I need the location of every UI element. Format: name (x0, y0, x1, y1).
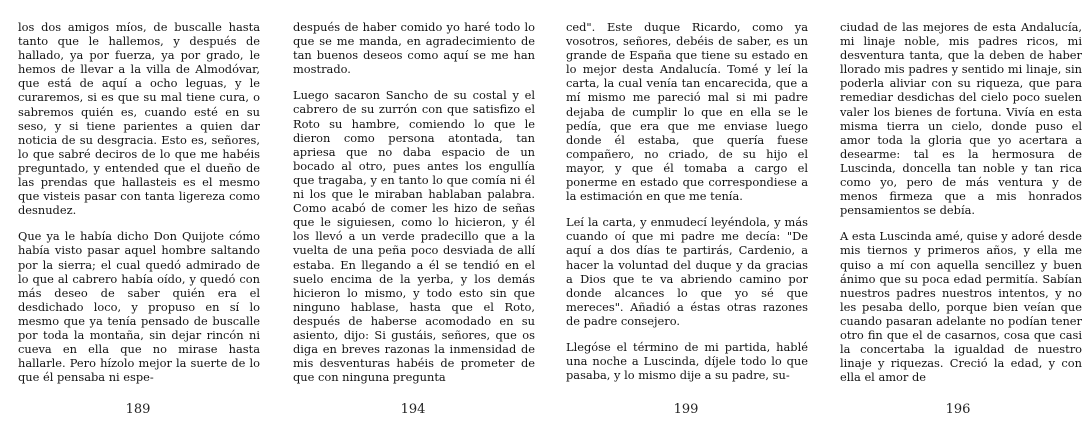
page-number: 194 (400, 402, 426, 417)
paragraph: los dos amigos míos, de buscalle hasta tanto que le hallemos, y después de hallado, ya por fuerza, ya por grado, le hemos de llevar a la villa de Almodóvar, que está de aquí a ocho leguas, y le curaremos, si es que su mal tiene cura, o sabremos quién es, cuando esté en su seso, y si tiene parientes a quien dar noticia de su desgracia. Esto es, señores, lo que sabré deciros de lo que me habéis preguntado, y entended que el dueño de las prendas que hallasteis es el mesmo que visteis pasar con tanta ligereza como desnudez. (18, 20, 260, 218)
page-number: 199 (673, 402, 699, 417)
paragraph: Luego sacaron Sancho de su costal y el cabrero de su zurrón con que satisfizo el Roto su hambre, comiendo lo que le dieron como persona atontada, tan apriesa que no daba espacio de un bocado al otro, pues antes los engullía que tragaba, y en tanto lo que comía ni él ni los que le miraban hablaban palabra. Como acabó de comer les hizo de señas que le siguiesen, como lo hicieron, y él los llevó a un verde pradecillo que a la vuelta de una peña poco desviada de allí estaba. En llegando a él se tendió en el suelo encima de la yerba, y los demás hicieron lo mismo, y todo esto sin que ninguno hablase, hasta que el Roto, después de haberse acomodado en su asiento, dijo: Si gustáis, señores, que os diga en breves razonas la inmensidad de mis desventuras habéis de prometer de que con ninguna pregunta (293, 88, 535, 385)
page-column-4 (840, 20, 1082, 430)
page-column-3 (566, 20, 808, 430)
page-number: 196 (945, 402, 971, 417)
paragraph: ciudad de las mejores de esta Andalucía, mi linaje noble, mis padres ricos, mi desventura tanta, que la deben de haber llorado mis padres y sentido mi linaje, sin poderla aliviar con su riqueza, que para remediar desdichas del cielo poco suelen valer los bienes de fortuna. Vivía en esta misma tierra un cielo, donde puso el amor toda la gloria que yo acertara a desearme: tal es la hermosura de Luscinda, doncella tan noble y tan rica como yo, pero de más ventura y de menos firmeza que a mis honrados pensamientos se debía. (840, 20, 1082, 218)
paragraph: Leí la carta, y enmudecí leyéndola, y más cuando oí que mi padre me decía: "De aquí a dos días te partirás, Cardenio, a hacer la voluntad del duque y da gracias a Dios que te va abriendo camino por donde alcances lo que yo sé que mereces". Añadió a éstas otras razones de padre consejero. (566, 215, 808, 328)
page-column-2 (293, 20, 535, 430)
paragraph: A esta Luscinda amé, quise y adoré desde mis tiernos y primeros años, y ella me quiso a mí con aquella sencillez y buen ánimo que su poca edad permitía. Sabían nuestros padres nuestros intentos, y no les pesaba dello, porque bien veían que cuando pasaran adelante no podían tener otro fin que el de casarnos, cosa que casi la concertaba la igualdad de nuestro linaje y riquezas. Creció la edad, y con ella el amor de (840, 229, 1082, 385)
paragraph: después de haber comido yo haré todo lo que se me manda, en agradecimiento de tan buenos deseos como aquí se me han mostrado. (293, 20, 535, 77)
page-column-1 (18, 20, 260, 430)
page-number: 189 (125, 402, 151, 417)
paragraph: Llegóse el término de mi partida, hablé una noche a Luscinda, díjele todo lo que pasaba, y lo mismo dije a su padre, su- (566, 339, 808, 383)
paragraph: Que ya le había dicho Don Quijote cómo había visto pasar aquel hombre saltando por la sierra; el cual quedó admirado de lo que al cabrero había oído, y quedó con más deseo de saber quién era el desdichado loco, y propuso en sí lo mesmo que ya tenía pensado de buscalle por toda la montaña, sin dejar rincón ni cueva en ella que no mirase hasta hallarle. Pero hízolo mejor la suerte de lo que él pensaba ni espe- (18, 229, 260, 385)
paragraph: ced". Este duque Ricardo, como ya vosotros, señores, debéis de saber, es un grande de España que tiene su estado en lo mejor desta Andalucía. Tomé y leí la carta, la cual venía tan encarecida, que a mí mismo me pareció mal si mi padre dejaba de cumplir lo que en ella se le pedía, que era que me enviase luego donde él estaba, que quería fuese compañero, no criado, de su hijo el mayor, y que él tomaba a cargo el ponerme en estado que correspondiese a la estimación en que me tenía. (566, 20, 808, 204)
